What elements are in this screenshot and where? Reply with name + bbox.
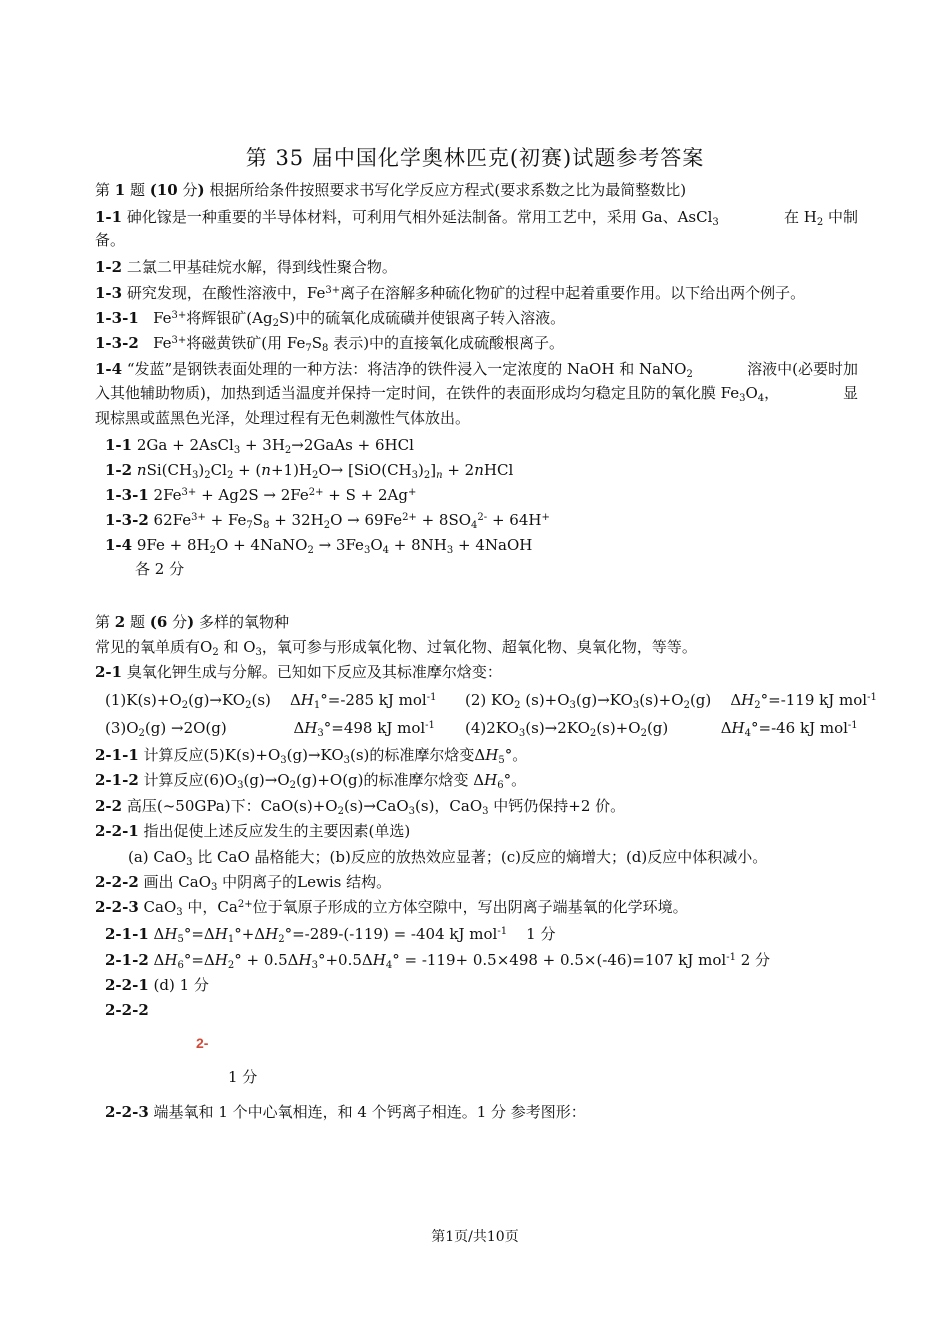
answer-1-3-1: 1-3-1 $2Fe^{3+} + Ag2S \to 2Fe^{2+} + S + 2Ag^+$ <box>105 486 417 504</box>
q1-3-1-text: 1-3-1 $Fe^{3+}$将辉银矿$(Ag_2S)$中的硫氧化成硫磺并使银离子转入溶液。 <box>95 309 566 329</box>
q1-4-text-cont2: 现棕黑或蓝黑色光泽，处理过程有无色刺激性气体放出。 <box>95 409 471 427</box>
lewis-charge-label: 2- <box>196 1035 209 1051</box>
q2-2-2-text: 2-2-2 画出 CaO$_3$ 中阴离子的Lewis 结构。 <box>95 873 392 893</box>
answer-1-1: 1-1 2Ga + 2AsCl$_3$ + $3H_2\to 2GaAs + 6HCl$ <box>105 436 414 456</box>
reaction-2: (2) $KO_2$ $(s)+O_3(g)\to KO_3(s)+O_2(g)$ $\Delta H_2^\circ=-119$ kJ mol$^{-1}$ <box>465 691 877 711</box>
reaction-1: $(1)K(s)+O_2(g)\to KO_2(s)$ $\Delta H_1^\circ=-285$ kJ mol$^{-1}$ <box>105 691 437 711</box>
q2-header: 第 2 题 (6 分) 多样的氧物种 <box>95 613 289 631</box>
q2-2-1-text: 2-2-1 指出促使上述反应发生的主要因素(单选) <box>95 822 411 840</box>
q1-4-text: 1-4 “发蓝”是钢铁表面处理的一种方法：将洁净的铁件浸入一定浓度的 NaOH 和 NaNO$_2$ 溶液中(必要时加 <box>95 360 858 380</box>
reaction-3: $(3)O_2(g) \to 2O(g)$ $\Delta H_3^\circ=498$ kJ mol$^{-1}$ <box>105 719 435 739</box>
answer-1-3-2: 1-3-2 $62Fe^{3+} + Fe_7S_8 + 32H_2O \to 69Fe^{2+} + 8SO_4^{2-} + 64H^+$ <box>105 511 550 531</box>
q1-1-text-cont: 备。 <box>95 231 126 249</box>
answer-2-2-3: 2-2-3 端基氧和 1 个中心氧相连，和 4 个钙离子相连。1 分 参考图形： <box>105 1103 586 1121</box>
score-2-2-2: 1 分 <box>228 1068 258 1086</box>
q2-intro: 常见的氧单质有$O_2$ 和 $O_3$，氧可参与形成氧化物、过氧化物、超氧化物、臭氧化物，等等。 <box>95 638 697 658</box>
page-footer: 第1页/共10页 <box>431 1229 519 1245</box>
page-title: 第 35 届中国化学奥林匹克(初赛)试题参考答案 <box>245 146 705 170</box>
q1-4-text-cont: 入其他辅助物质)，加热到适当温度并保持一定时间，在铁件的表面形成均匀稳定且防的氧化膜 $Fe_3O_4$， 显 <box>95 384 858 404</box>
answer-2-1-1: 2-1-1 $\Delta H_5^\circ=\Delta H_1^\circ+\Delta H_2^\circ=-289-(-119) = -404$ kJ mol$^{-1}$ 1 分 <box>105 925 556 945</box>
q2-1-text: 2-1 臭氧化钾生成与分解。已知如下反应及其标准摩尔焓变： <box>95 663 502 681</box>
reaction-4: $(4)2KO_3(s)\to 2KO_2(s)+O_2(g)$ $\Delta H_4^\circ=-46$ kJ mol$^{-1}$ <box>465 719 858 739</box>
q2-1-1-text: 2-1-1 计算反应$(5)K(s)+O_3(g)\to KO_3(s)$的标准摩尔焓变$\Delta H_5^\circ$。 <box>95 746 528 766</box>
q2-2-3-text: 2-2-3 CaO$_3$ 中，$Ca^{2+}$位于氧原子形成的立方体空隙中，写出阴离子端基氧的化学环境。 <box>95 898 688 918</box>
q1-header: 第 1 题 (10 分) 根据所给条件按照要求书写化学反应方程式(要求系数之比为最简整数比) <box>95 181 687 199</box>
q2-2-text: 2-2 高压(~50GPa)下：$CaO(s)+O_2(s)\to CaO_3(s)$，CaO$_3$ 中钙仍保持+2 价。 <box>95 797 626 817</box>
answer-2-2-2-label: 2-2-2 <box>105 1001 149 1019</box>
score-q1: 各 2 分 <box>135 560 185 578</box>
q1-3-text: 1-3 研究发现，在酸性溶液中，$Fe^{3+}$离子在溶解多种硫化物矿的过程中起着重要作用。以下给出两个例子。 <box>95 284 806 302</box>
answer-2-2-1: 2-2-1 (d) 1 分 <box>105 976 209 994</box>
answer-1-2: 1-2 $nSi(CH_3)_2Cl_2 + (n+1)H_2O\to [SiO(CH_3)_2]_n$ + 2nHCl <box>105 461 514 481</box>
q1-1-text: 1-1 砷化镓是一种重要的半导体材料，可利用气相外延法制备。常用工艺中，采用 Ga、AsCl$_3$ 在 $H_2$ 中制 <box>95 208 858 228</box>
q2-2-1-options: (a) CaO$_3$ 比 CaO 晶格能大；(b)反应的放热效应显著；(c)反应的熵增大；(d)反应中体积减小。 <box>128 848 768 868</box>
q2-1-2-text: 2-1-2 计算反应$(6)O_3(g)\to O_2(g)+O(g)$的标准摩尔焓变 $\Delta H_6^\circ$。 <box>95 771 527 791</box>
q1-2-text: 1-2 二氯二甲基硅烷水解，得到线性聚合物。 <box>95 258 397 276</box>
answer-2-1-2: 2-1-2 $\Delta H_6^\circ=\Delta H_2^\circ + 0.5\Delta H_3^\circ+0.5\Delta H_4^\circ = -119+ 0.5\times 498 + 0.5\times(-46)=107$ kJ mol$^{-1}$ 2 分 <box>105 951 771 971</box>
answer-1-4: 1-4 $9Fe + 8H_2O$ + 4NaNO$_2$ → $3Fe_3O_4 + 8NH_3$ + 4NaOH <box>105 536 533 556</box>
q1-3-2-text: 1-3-2 $Fe^{3+}$将磁黄铁矿(用 $Fe_7S_8$ 表示)中的直接氧化成硫酸根离子。 <box>95 334 565 354</box>
